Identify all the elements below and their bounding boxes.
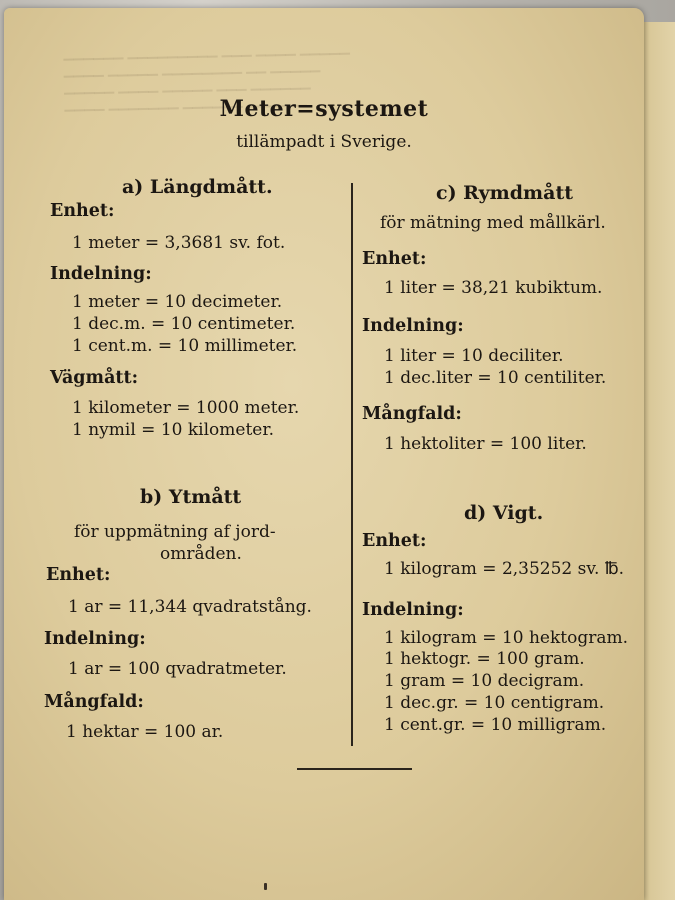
section-d-indelning-line: 1 dec.gr. = 10 centigram.	[384, 693, 605, 713]
section-b-mangfald-line: 1 hektar = 100 ar.	[66, 722, 224, 742]
section-b-indelning-label: Indelning:	[44, 629, 146, 649]
section-c-enhet-label: Enhet:	[362, 249, 427, 269]
section-b-enhet-label: Enhet:	[46, 565, 111, 585]
section-b-subheading: för uppmätning af jord-	[74, 522, 276, 542]
section-a-indelning-line: 1 cent.m. = 10 millimeter.	[72, 336, 298, 356]
section-d-enhet-line: 1 kilogram = 2,35252 sv. ℔.	[384, 559, 625, 579]
ink-speck	[264, 883, 267, 890]
section-c-indelning-label: Indelning:	[362, 316, 464, 336]
section-b-mangfald-label: Mångfald:	[44, 692, 144, 712]
section-b-subheading: områden.	[160, 544, 242, 564]
section-a-vagmatt-label: Vägmått:	[50, 368, 139, 388]
section-d-indelning-line: 1 kilogram = 10 hektogram.	[384, 628, 629, 648]
section-d-heading: d) Vigt.	[464, 502, 544, 524]
section-b-enhet-line: 1 ar = 11,344 qvadratstång.	[68, 597, 312, 617]
section-a-enhet-line: 1 meter = 3,3681 sv. fot.	[72, 233, 286, 253]
bottom-rule	[297, 768, 412, 770]
page-title: Meter=systemet	[219, 96, 429, 122]
section-d-indelning-line: 1 cent.gr. = 10 milligram.	[384, 715, 607, 735]
section-a-indelning-line: 1 dec.m. = 10 centimeter.	[72, 314, 296, 334]
section-d-indelning-line: 1 hektogr. = 100 gram.	[384, 649, 585, 669]
section-c-indelning-line: 1 dec.liter = 10 centiliter.	[384, 368, 607, 388]
column-divider	[351, 183, 353, 746]
section-c-enhet-line: 1 liter = 38,21 kubiktum.	[384, 278, 603, 298]
page-subtitle: tillämpadt i Sverige.	[236, 132, 412, 152]
section-a-vagmatt-line: 1 kilometer = 1000 meter.	[72, 398, 300, 418]
section-d-indelning-label: Indelning:	[362, 600, 464, 620]
section-a-indelning-line: 1 meter = 10 decimeter.	[72, 292, 283, 312]
section-c-indelning-line: 1 liter = 10 deciliter.	[384, 346, 564, 366]
section-c-mangfald-label: Mångfald:	[362, 404, 462, 424]
section-a-indelning-label: Indelning:	[50, 264, 152, 284]
section-a-enhet-label: Enhet:	[50, 201, 115, 221]
book-page	[4, 8, 644, 900]
section-a-heading: a) Längdmått.	[122, 176, 273, 198]
bleed-through-text: ▁▁▁▁▁▁ ▁▁▁▁▁▁▁▁▁ ▁▁▁ ▁▁▁▁ ▁▁▁▁▁ ▁▁▁▁ ▁▁▁▁▁ ▁▁▁▁▁▁▁▁ ▁▁ ▁▁▁▁▁ ▁▁▁▁▁ ▁▁▁▁ ▁▁▁▁▁ ▁▁▁ ▁▁▁▁▁▁ ▁▁▁▁ ▁▁▁▁▁▁▁ ▁▁▁▁▁▁ ▁▁▁▁▁▁	[63, 40, 350, 113]
section-c-heading: c) Rymdmått	[436, 182, 574, 204]
section-a-vagmatt-line: 1 nymil = 10 kilometer.	[72, 420, 274, 440]
section-d-indelning-line: 1 gram = 10 decigram.	[384, 671, 585, 691]
section-c-subheading: för mätning med mållkärl.	[380, 213, 606, 233]
section-c-mangfald-line: 1 hektoliter = 100 liter.	[384, 434, 587, 454]
section-b-indelning-line: 1 ar = 100 qvadratmeter.	[68, 659, 287, 679]
section-b-heading: b) Ytmått	[140, 486, 242, 508]
section-d-enhet-label: Enhet:	[362, 531, 427, 551]
